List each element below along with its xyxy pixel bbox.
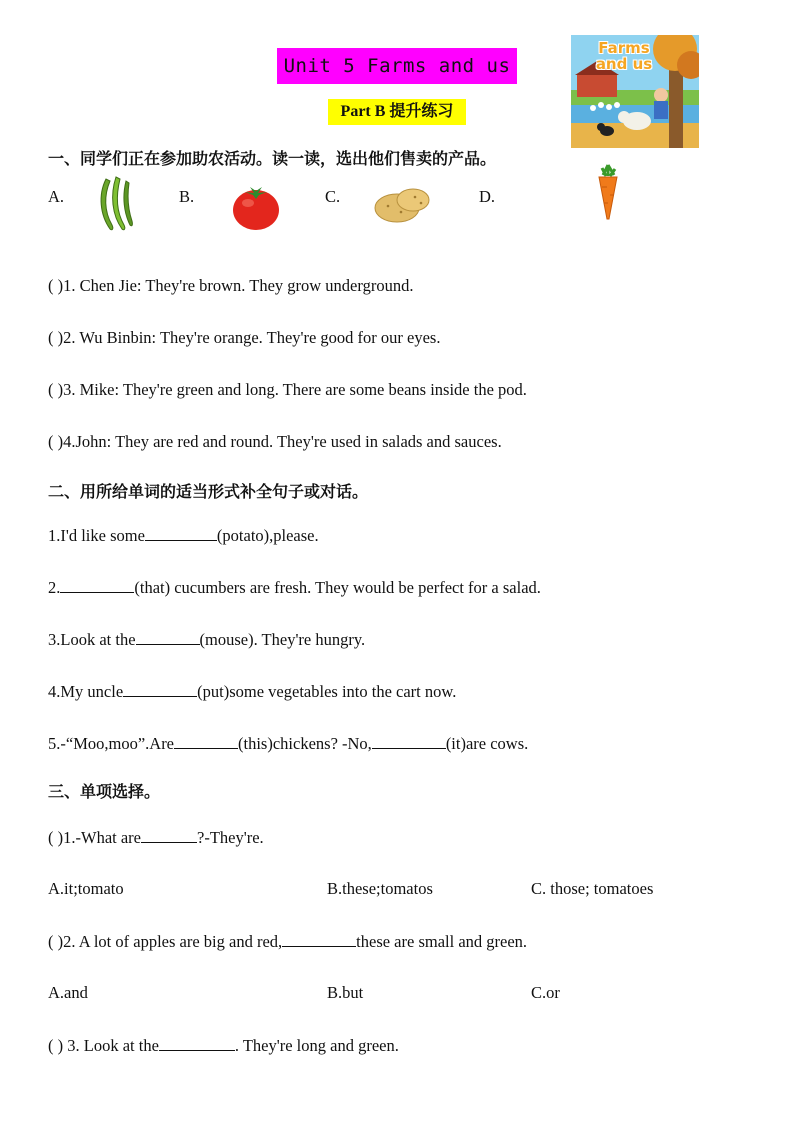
item-text-before: 2. bbox=[48, 578, 61, 597]
s1-question-4 bbox=[48, 432, 502, 452]
fill-blank[interactable] bbox=[145, 525, 217, 541]
fill-blank[interactable] bbox=[136, 629, 200, 645]
question-text-before: 2. A lot of apples are big and red, bbox=[63, 932, 283, 951]
item-text-after: (mouse). They're hungry. bbox=[199, 630, 366, 649]
item-text-before: 4.My uncle bbox=[48, 682, 124, 701]
s2-item-1 bbox=[48, 525, 319, 546]
s3-question-1 bbox=[48, 827, 264, 848]
section2-heading: 二、用所给单词的适当形式补全句子或对话。 bbox=[48, 482, 369, 501]
answer-paren[interactable]: ( ) bbox=[48, 276, 64, 295]
section1-heading: 一、同学们正在参加助农活动。读一读，选出他们售卖的产品。 bbox=[48, 149, 497, 168]
s2-item-3 bbox=[48, 629, 365, 650]
question-text: 3. Mike: They're green and long. There are some beans inside the pod. bbox=[63, 380, 527, 399]
fill-blank[interactable] bbox=[174, 733, 238, 749]
s1-question-3 bbox=[48, 380, 527, 400]
s3-q2-option-a[interactable]: A.and bbox=[48, 983, 88, 1002]
option-b-label: B. bbox=[179, 187, 195, 206]
item-text-before: 5.-“Moo,moo”.Are bbox=[48, 734, 175, 753]
option-d-label: D. bbox=[479, 187, 496, 206]
s2-item-2 bbox=[48, 577, 541, 598]
s1-question-2 bbox=[48, 328, 440, 348]
answer-paren[interactable]: ( ) bbox=[48, 432, 64, 451]
green-beans-icon bbox=[96, 175, 136, 238]
fill-blank[interactable] bbox=[123, 681, 197, 697]
question-text: 2. Wu Binbin: They're orange. They're good for our eyes. bbox=[63, 328, 441, 347]
s3-q1-option-c[interactable]: C. those; tomatoes bbox=[531, 879, 654, 898]
fill-blank[interactable] bbox=[141, 827, 197, 843]
worksheet-subtitle: Part B 提升练习 bbox=[328, 99, 466, 125]
fill-blank[interactable] bbox=[372, 733, 446, 749]
option-a-label: A. bbox=[48, 187, 65, 206]
question-text-before: 3. Look at the bbox=[63, 1036, 159, 1055]
question-text-after: . They're long and green. bbox=[234, 1036, 399, 1055]
s2-item-5 bbox=[48, 733, 528, 754]
answer-paren[interactable]: ( ) bbox=[48, 380, 64, 399]
answer-paren[interactable]: ( ) bbox=[48, 1036, 64, 1055]
s3-q2-option-c[interactable]: C.or bbox=[531, 983, 560, 1002]
question-text-after: these are small and green. bbox=[356, 932, 528, 951]
fill-blank[interactable] bbox=[60, 577, 134, 593]
carrot-icon bbox=[593, 163, 623, 226]
item-text-after: (it)are cows. bbox=[445, 734, 529, 753]
s3-q2-option-b[interactable]: B.but bbox=[327, 983, 364, 1002]
answer-paren[interactable]: ( ) bbox=[48, 328, 64, 347]
question-text: 1. Chen Jie: They're brown. They grow underground. bbox=[63, 276, 414, 295]
s3-q1-option-b[interactable]: B.these;tomatos bbox=[327, 879, 433, 898]
item-text-after: (potato),please. bbox=[216, 526, 319, 545]
s1-question-1 bbox=[48, 276, 413, 296]
answer-paren[interactable]: ( ) bbox=[48, 932, 64, 951]
s3-question-3 bbox=[48, 1035, 399, 1056]
option-c-label: C. bbox=[325, 187, 341, 206]
cover-title-text: Farms and us bbox=[595, 39, 653, 73]
question-text-before: 1.-What are bbox=[63, 828, 141, 847]
worksheet-title: Unit 5 Farms and us bbox=[277, 48, 517, 84]
item-text-middle: (this)chickens? -No, bbox=[238, 734, 372, 753]
question-text-after: ?-They're. bbox=[197, 828, 264, 847]
s3-q1-option-a[interactable]: A.it;tomato bbox=[48, 879, 124, 898]
unit-cover-illustration bbox=[571, 35, 699, 148]
section3-heading: 三、单项选择。 bbox=[48, 782, 161, 801]
potatoes-icon bbox=[373, 184, 431, 229]
item-text-before: 1.I'd like some bbox=[48, 526, 145, 545]
fill-blank[interactable] bbox=[282, 931, 356, 947]
fill-blank[interactable] bbox=[159, 1035, 235, 1051]
item-text-after: (put)some vegetables into the cart now. bbox=[197, 682, 457, 701]
s3-question-2 bbox=[48, 931, 527, 952]
answer-paren[interactable]: ( ) bbox=[48, 828, 64, 847]
item-text-before: 3.Look at the bbox=[48, 630, 136, 649]
tomato-icon bbox=[231, 183, 281, 236]
question-text: 4.John: They are red and round. They're used in salads and sauces. bbox=[63, 432, 502, 451]
item-text-after: (that) cucumbers are fresh. They would be perfect for a salad. bbox=[134, 578, 541, 597]
s2-item-4 bbox=[48, 681, 456, 702]
